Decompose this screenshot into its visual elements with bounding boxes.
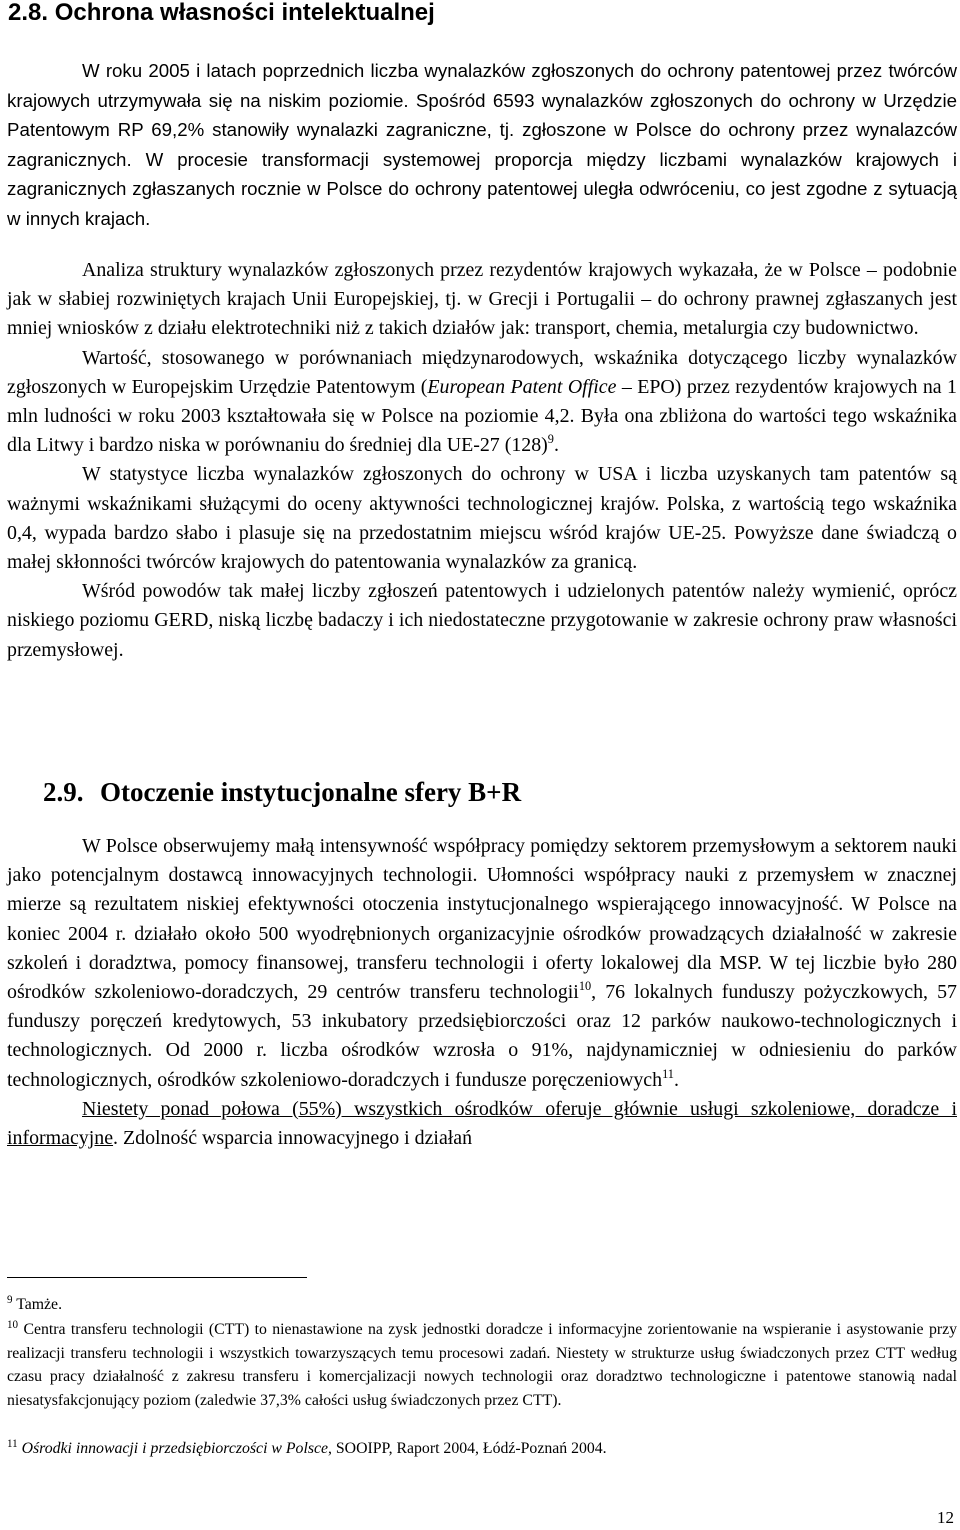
underlined-text: Niestety ponad połowa (55%) wszystkich ośrodków oferuje głównie usługi szkoleniowe, doradcze i informacyjne — [7, 1097, 957, 1150]
section-number: 2.9. — [43, 777, 84, 807]
footnote-10 — [7, 1318, 957, 1412]
paragraph: Wśród powodów tak małej liczby zgłoszeń patentowych i udzielonych patentów należy wymienić, oprócz niskiego poziomu GERD, niską liczbę badaczy i ich niedostateczne przygotowanie w zakresie ochrony praw własności przemysłowej. — [7, 580, 957, 661]
cited-title: Ośrodki innowacji i przedsiębiorczości w Polsce — [21, 1440, 328, 1457]
footnote-text: Tamże. — [16, 1296, 63, 1313]
paragraph: W statystyce liczba wynalazków zgłoszonych do ochrony w USA i liczba uzyskanych tam patentów są ważnymi wskaźnikami służącymi do oceny aktywności technologicznej krajów. Polska, z wartością tego wskaźnika 0,4, wypada bardzo słabo i plasuje się na przedostatnim miejscu wśród krajów UE-25. Powyższe dane świadczą o małej skłonności twórców krajowych do patentowania wynalazków za granicą. — [7, 463, 957, 574]
section-heading-2-9 — [43, 775, 521, 809]
footnote-ref: 11 — [662, 1066, 674, 1081]
footnote-text: Centra transferu technologii (CTT) to nienastawione na zysk jednostki doradcze i informacyjne zorientowanie na wspieranie i asystowanie przy realizacji transferu technologii i wszystkich towarzyszących temu procesowi zadań. Niestety w strukturze usług świadczonych przez CTT według czasu pracy działalność z zakresu transferu i komercjalizacji nowych technologii oraz doradztwo technologiczne i patentowe stanowią nadal niesatysfakcjonujący poziom (zaledwie 37,3% całości usług świadczonych przez CTT). — [7, 1321, 958, 1409]
section-title: Otoczenie instytucjonalne sfery B+R — [100, 777, 522, 807]
footnote-number: 10 — [7, 1318, 19, 1331]
paragraph: W roku 2005 i latach poprzednich liczba wynalazków zgłoszonych do ochrony patentowej przez twórców krajowych utrzymywała się na niskim poziomie. Spośród 6593 wynalazków zgłoszonych do ochrony w Urzędzie Patentowym RP 69,2% stanowiły wynalazki zagraniczne, tj. zgłoszone w Polsce do ochrony przez wynalazców zagranicznych. W procesie transformacji systemowej proporcja między liczbami wynalazków krajowych i zagranicznych zgłaszanych rocznie w Polsce do ochrony patentowej uległa odwróceniu, co jest zgodne z sytuacją w innych krajach. — [7, 60, 957, 229]
footnote-number: 11 — [7, 1437, 18, 1450]
page-number: 12 — [937, 1508, 954, 1527]
section-heading-2-8 — [8, 0, 435, 28]
section-number: 2.8. — [8, 0, 49, 26]
footnote-ref: 9 — [547, 432, 554, 447]
footnote-text: , SOOIPP, Raport 2004, Łódź-Poznań 2004. — [328, 1440, 607, 1457]
section-2-9-body — [7, 832, 957, 1153]
footnote-ref: 10 — [578, 979, 592, 993]
footnote-11 — [7, 1437, 957, 1461]
footnote-9 — [7, 1293, 957, 1317]
section-2-8-body-part2 — [7, 256, 957, 665]
paragraph: W Polsce obserwujemy małą intensywność współpracy pomiędzy sektorem przemysłowym a sektorem nauki jako potencjalnym dostawcą innowacyjnych technologii. Ułomności współpracy nauki z przemysłem w znacznej mierze są rezultatem niskiej efektywności otoczenia instytucjonalnego wspierającego innowacyjność. W Polsce na koniec 2004 r. działało około 500 wyodrębnionych organizacyjnie ośrodków prowadzących działalność w zakresie szkoleń i doradztwa, pomocy finansowej, transferu technologii i oferty lokalowej dla MSP. W tej liczbie było 280 ośrodków szkoleniowo-doradczych, 29 centrów transferu technologii$^{10}$, 76 lokalnych funduszy pożyczkowych, 57 funduszy poręczeń kredytowych, 53 inkubatory przedsiębiorczości oraz 12 parków naukowo-technologicznych i technologicznych. Od 2000 r. liczba ośrodków wzrosła o 91%, najdynamiczniej w odniesieniu do parków technologicznych, ośrodków szkoleniowo-doradczych i fundusze poręczeniowych$^{11}$. — [7, 835, 957, 1091]
paragraph: Analiza struktury wynalazków zgłoszonych przez rezydentów krajowych wykazała, że w Polsce – podobnie jak w słabiej rozwiniętych krajach Unii Europejskiej, tj. w Grecji i Portugalii – do ochrony prawnej zgłaszanych jest mniej wniosków z działu elektrotechniki niż z takich działów jak: transport, chemia, metalurgia czy budownictwo. — [7, 259, 957, 340]
footnote-number: 9 — [7, 1293, 13, 1306]
section-2-8-body-part1 — [7, 56, 957, 233]
paragraph: Wartość, stosowanego w porównaniach międzynarodowych, wskaźnika dotyczącego liczby wynalazków zgłoszonych w Europejskim Urzędzie Patentowym (European Patent Office – EPO) przez rezydentów krajowych na 1 mln ludności w roku 2003 kształtowała się w Polsce na poziomie 4,2. Była ona zbliżona do wartości tego wskaźnika dla Litwy i bardzo niska w porównaniu do średniej dla UE-27 $(128)^9$. — [7, 346, 957, 457]
paragraph: Niestety ponad połowa (55%) wszystkich ośrodków oferuje głównie usługi szkoleniowe, doradcze i informacyjne. Zdolność wsparcia innowacyjnego i działań — [7, 1097, 957, 1150]
section-title: Ochrona własności intelektualnej — [54, 0, 435, 26]
footnote-separator — [7, 1277, 307, 1278]
italic-term: European Patent Office — [427, 375, 617, 398]
